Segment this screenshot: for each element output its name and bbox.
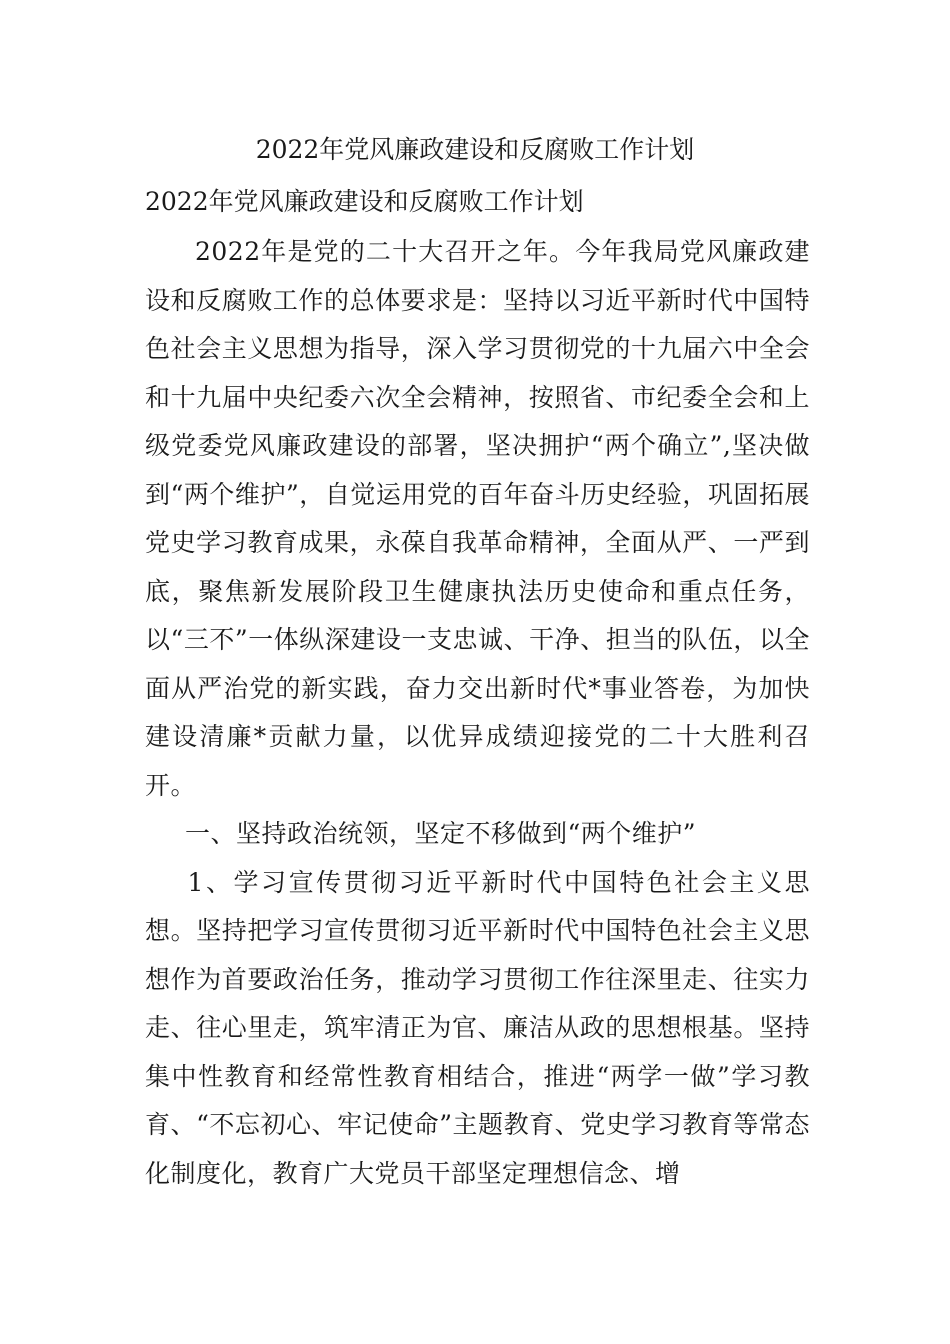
document-title: 2022年党风廉政建设和反腐败工作计划	[255, 135, 695, 164]
numbered-paragraph-1: 1、学习宣传贯彻习近平新时代中国特色社会主义思想。坚持把学习宣传贯彻习近平新时代中国特色社会主义思想作为首要政治任务，推动学习贯彻工作往深里走、往实力走、往心里走，筑牢清正为官、廉洁从政的思想根基。坚持集中性教育和经常性教育相结合，推进“两学一做”学习教育、“不忘初心、牢记使命”主题教育、党史学习教育等常态化制度化，教育广大党员干部坚定理想信念、增	[145, 867, 810, 1188]
intro-paragraph: 2022年是党的二十大召开之年。今年我局党风廉政建设和反腐败工作的总体要求是：坚持以习近平新时代中国特色社会主义思想为指导，深入学习贯彻党的十九届六中全会和十九届中央纪委六次全会精神，按照省、市纪委全会和上级党委党风廉政建设的部署，坚决拥护“两个确立”,坚决做到“两个维护”，自觉运用党的百年奋斗历史经验，巩固拓展党史学习教育成果，永葆自我革命精神，全面从严、一严到底，聚焦新发展阶段卫生健康执法历史使命和重点任务，以“三不”一体纵深建设一支忠诚、干净、担当的队伍，以全面从严治党的新实践，奋力交出新时代*事业答卷，为加快建设清廉*贡献力量，以优异成绩迎接党的二十大胜利召开。	[145, 237, 810, 800]
document-body	[145, 228, 810, 1198]
section-heading-1: 一、坚持政治统领，坚定不移做到“两个维护”	[185, 819, 697, 848]
document-subtitle: 2022年党风廉政建设和反腐败工作计划	[145, 187, 584, 216]
